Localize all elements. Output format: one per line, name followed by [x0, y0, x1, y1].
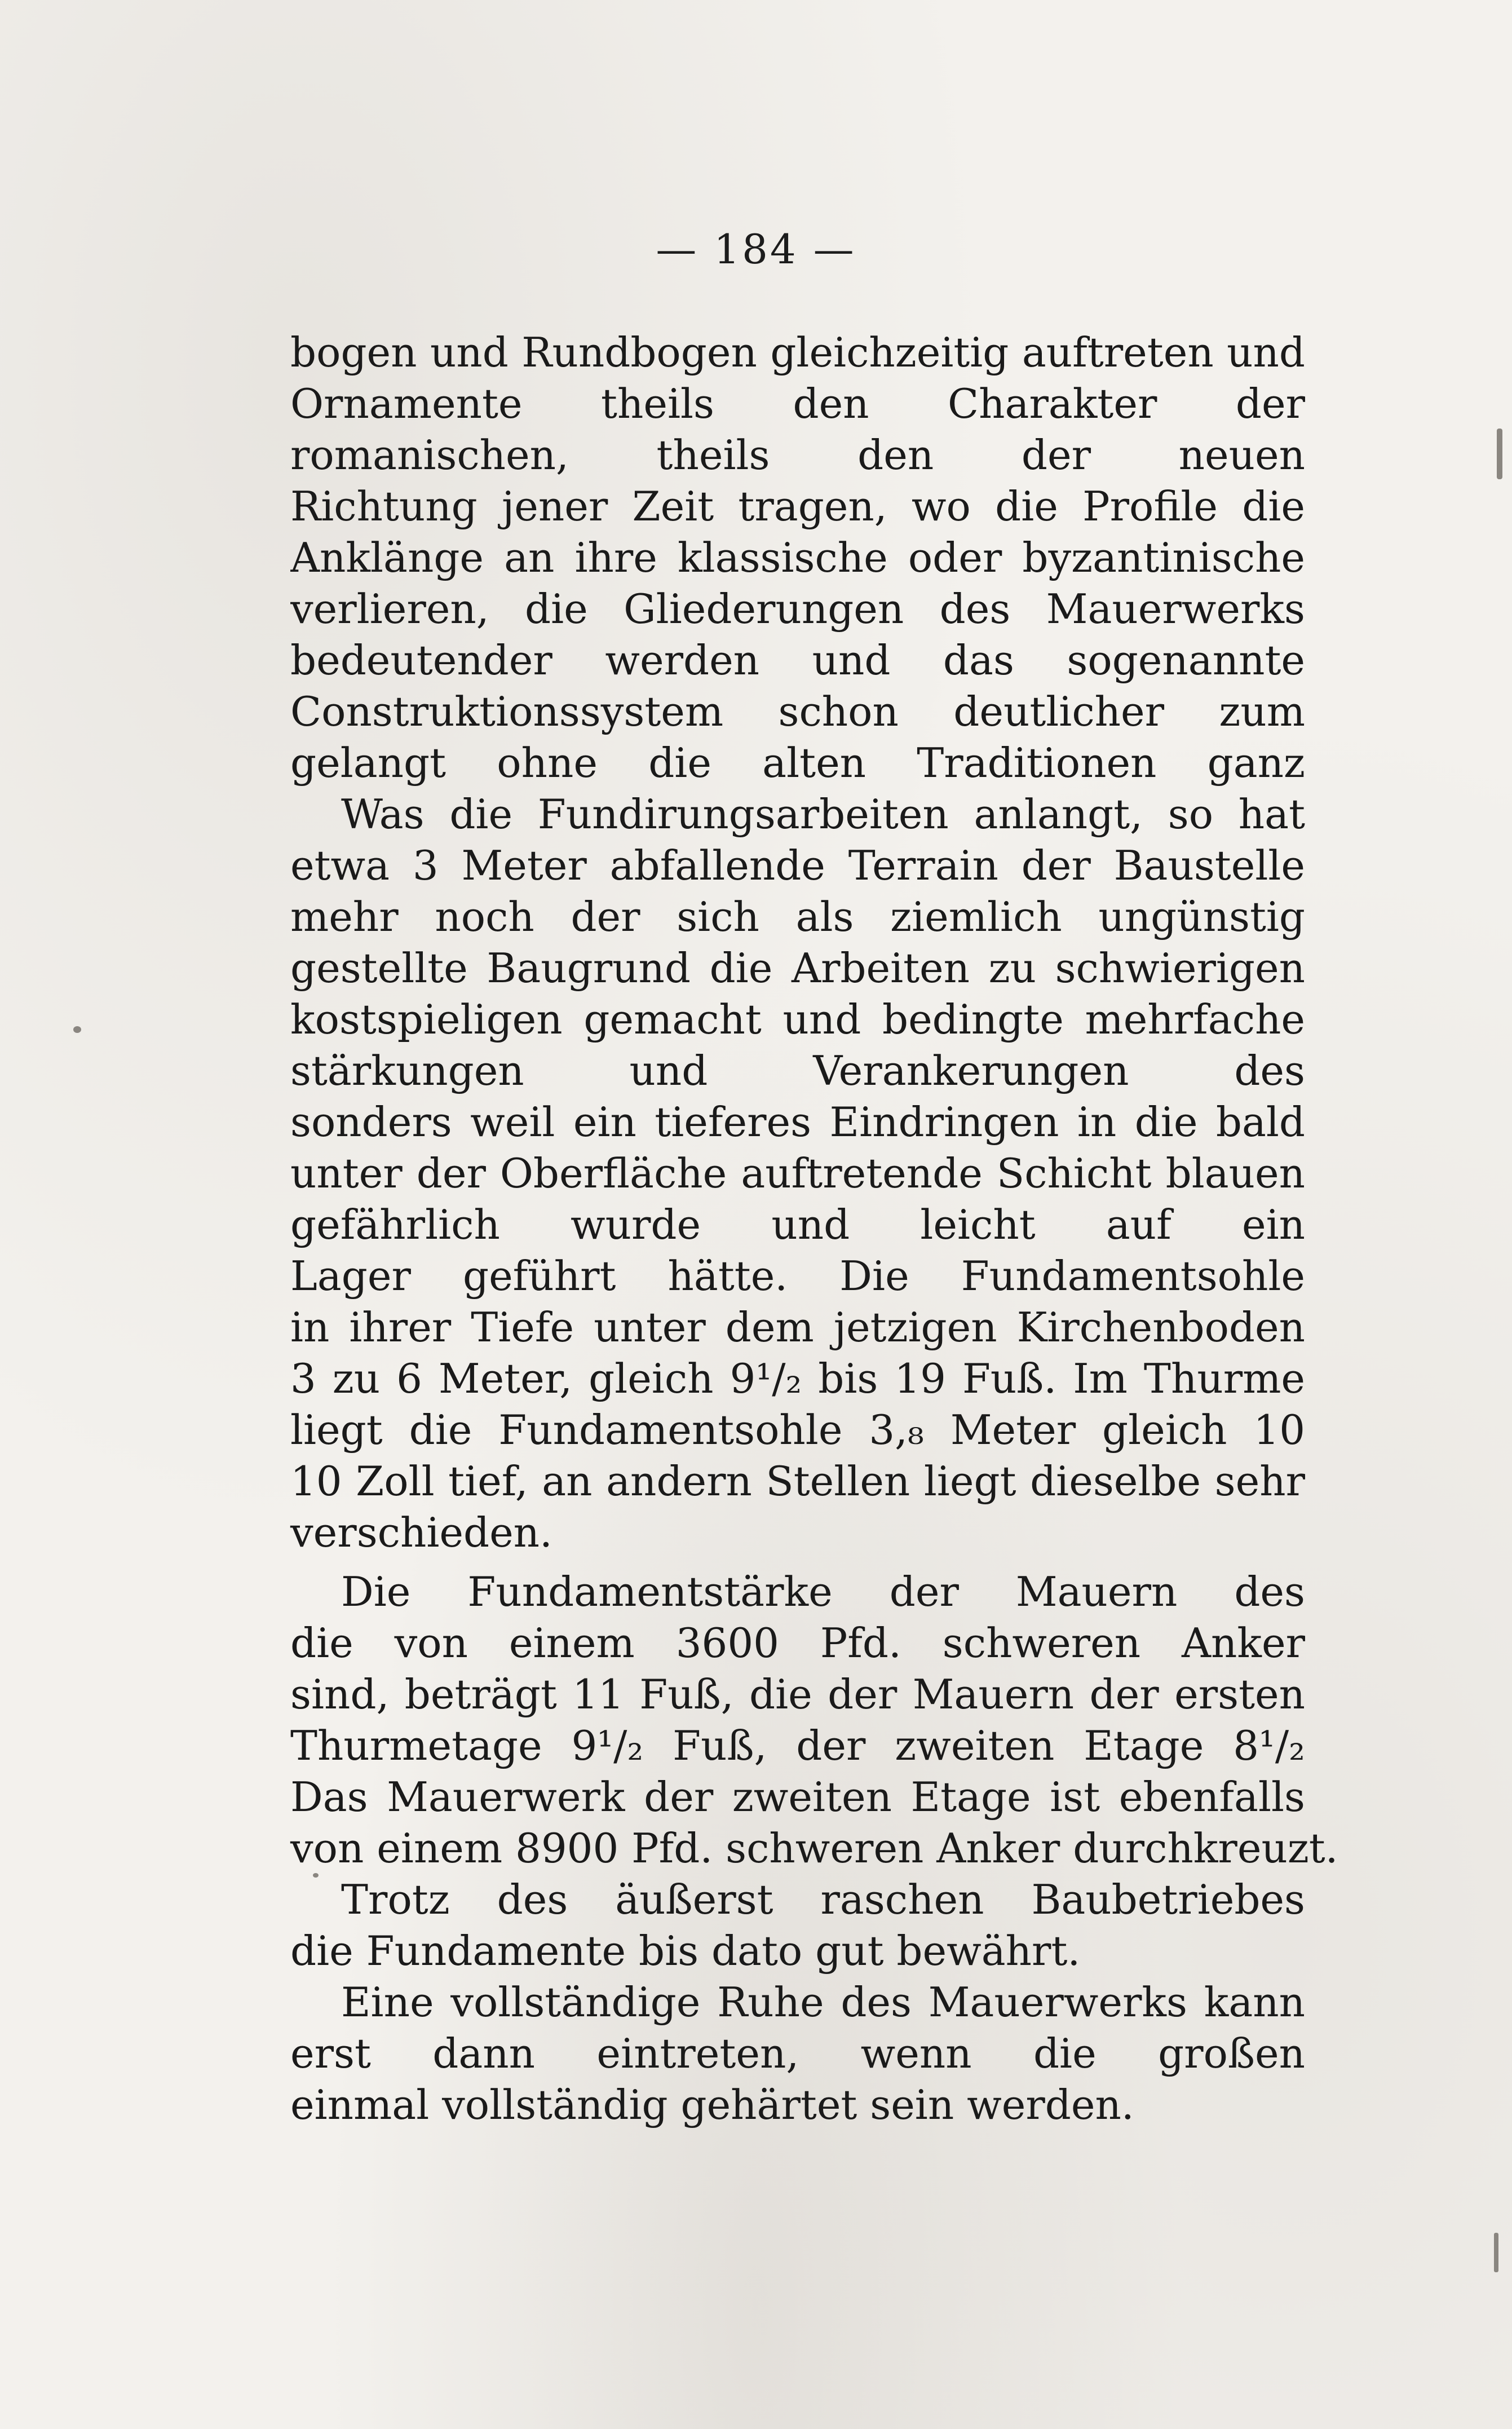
text-line: Was die Fundirungsarbeiten anlangt, so hat	[341, 790, 1305, 838]
text-line: Lager geführt hätte. Die Fundamentsohle	[290, 1252, 1305, 1300]
text-line: liegt die Fundamentsohle 3,₈ Meter gleich 10	[290, 1406, 1305, 1454]
text-line: einmal vollständig gehärtet sein werden.	[290, 2081, 1134, 2128]
text-line: Ornamente theils den Charakter der	[290, 380, 1305, 427]
text-line: unter der Oberfläche auftretende Schicht blauen	[290, 1150, 1305, 1197]
text-line: 3 zu 6 Meter, gleich 9¹/₂ bis 19 Fuß. Im Thurme	[290, 1355, 1305, 1402]
text-line: Eine vollständige Ruhe des Mauerwerks kann	[341, 1978, 1305, 2026]
paragraph	[290, 789, 1305, 1558]
paragraph	[290, 327, 1305, 789]
text-line: Construktionssystem schon deutlicher zum	[290, 688, 1305, 735]
text-line: erst dann eintreten, wenn die großen	[290, 2030, 1305, 2077]
text-line: romanischen, theils den der neuen	[290, 431, 1305, 479]
text-line: kostspieligen gemacht und bedingte mehrfache	[290, 996, 1305, 1043]
text-line: sind, beträgt 11 Fuß, die der Mauern der ersten	[290, 1671, 1305, 1718]
text-line: Die Fundamentstärke der Mauern des	[341, 1568, 1305, 1615]
text-line: Trotz des äußerst raschen Baubetriebes	[341, 1876, 1305, 1923]
text-line: stärkungen und Verankerungen des	[290, 1047, 1305, 1094]
text-line: Thurmetage 9¹/₂ Fuß, der zweiten Etage 8¹/₂	[290, 1722, 1305, 1769]
text-line: etwa 3 Meter abfallende Terrain der Baustelle	[290, 842, 1305, 889]
text-line: verlieren, die Gliederungen des Mauerwerks	[290, 585, 1305, 633]
paper-speck	[1497, 429, 1502, 479]
text-line: verschieden.	[290, 1509, 552, 1556]
text-line: Anklänge an ihre klassische oder byzantinische	[290, 534, 1305, 581]
page-number-line: — 184 —	[656, 226, 856, 273]
text-line: sonders weil ein tieferes Eindringen in die bald	[290, 1098, 1305, 1146]
paragraph	[290, 1566, 1338, 1874]
text-line: die Fundamente bis dato gut bewährt.	[290, 1927, 1081, 1975]
paragraph	[290, 1874, 1305, 1977]
text-line: Das Mauerwerk der zweiten Etage ist ebenfalls	[290, 1773, 1305, 1821]
text-line: mehr noch der sich als ziemlich ungünstig	[290, 893, 1305, 940]
text-line: 10 Zoll tief, an andern Stellen liegt dieselbe sehr	[290, 1458, 1305, 1505]
paper-speck	[73, 1026, 81, 1033]
paper-speck	[1494, 2233, 1498, 2272]
text-line: in ihrer Tiefe unter dem jetzigen Kirchenboden	[290, 1304, 1305, 1351]
text-line: bedeutender werden und das sogenannte	[290, 637, 1305, 684]
text-line: Richtung jener Zeit tragen, wo die Profile die	[290, 483, 1305, 530]
text-line: von einem 8900 Pfd. schweren Anker durchkreuzt.	[290, 1825, 1338, 1872]
text-line: gefährlich wurde und leicht auf ein	[290, 1201, 1305, 1248]
text-line: gelangt ohne die alten Traditionen ganz	[290, 739, 1305, 787]
text-line: bogen und Rundbogen gleichzeitig auftreten und	[290, 329, 1305, 376]
text-line: gestellte Baugrund die Arbeiten zu schwierigen	[290, 944, 1305, 992]
paragraph	[290, 1977, 1305, 2131]
body-text	[290, 327, 1338, 2131]
text-line: die von einem 3600 Pfd. schweren Anker	[290, 1619, 1305, 1667]
